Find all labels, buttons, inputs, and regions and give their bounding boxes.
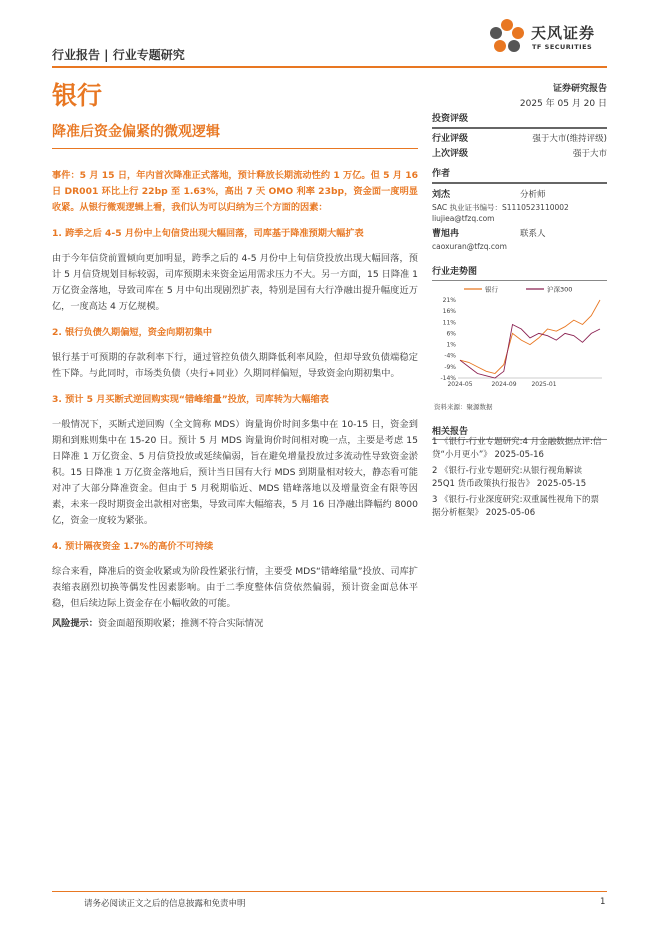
analyst-name: 刘杰 [432, 190, 451, 200]
analyst-name: 曹旭冉 [432, 229, 460, 239]
section-2-title: 2. 银行负债久期偏短，资金向期初集中 [52, 327, 213, 338]
report-title: 降准后资金偏紧的微观逻辑 [52, 124, 220, 140]
trend-label: 行业走势图 [432, 267, 478, 277]
analyst-email[interactable]: caoxuran@tfzq.com [432, 242, 507, 251]
x-tick-label: 2025-01 [531, 381, 557, 388]
y-tick-label: -14% [440, 375, 456, 382]
y-tick-label: -9% [444, 363, 456, 371]
trend-block [432, 264, 607, 281]
sector-title: 银行 [52, 81, 103, 110]
doc-type: 证券研究报告 [552, 84, 607, 94]
footer-disclaimer: 请务必阅读正文之后的信息披露和免责申明 [84, 899, 246, 909]
report-category: 行业报告 | 行业专题研究 [52, 48, 185, 62]
title-rule [52, 148, 418, 149]
analysts-label: 作者 [432, 169, 451, 179]
footer-rule [52, 891, 607, 892]
x-tick-label: 2024-09 [491, 381, 517, 388]
section-3-title: 3. 预计 5 月买断式逆回购实现“错峰缩量”投放，司库转为大幅缩表 [52, 394, 329, 405]
related-item[interactable]: 2 《银行-行业专题研究:从银行视角解读 25Q1 货币政策执行报告》 2025-05-15 [432, 466, 587, 489]
doc-date: 2025 年 05 月 20 日 [519, 99, 607, 109]
section-4-title: 4. 预计隔夜资金 1.7%的高价不可持续 [52, 541, 214, 552]
analyst-role: 分析师 [520, 190, 546, 200]
legend-label: 银行 [485, 285, 498, 294]
logo-sub: TF SECURITIES [532, 43, 593, 51]
analyst-cert: SAC 执业证书编号：S1110523110002 [432, 203, 569, 212]
chart-source: 资料来源：聚源数据 [434, 403, 493, 411]
section-2-text: 银行基于可预期的存款利率下行，通过管控负债久期降低利率风险，但却导致负债端稳定性下降。与此同时，市场类负债（央行+同业）久期同样偏短，导致资金向期初集中。 [52, 352, 418, 379]
y-tick-label: 6% [446, 330, 456, 338]
y-tick-label: 16% [442, 308, 456, 316]
prev-rating-label: 上次评级 [432, 149, 469, 159]
lead-paragraph: 事件：5 月 15 日，年内首次降准正式落地，预计释放长期流动性约 1 万亿。但 5 月 16 日 DR001 环比上行 22bp 至 1.63%，高出 7 天 OMO 利率 23bp，资金面一度明显收紧。从银行微观逻辑上看，我们认为可以归纳为三个方面的因素： [52, 170, 418, 213]
logo-name: 天风证券 [531, 24, 596, 42]
header-rule [52, 66, 607, 68]
analyst-item [432, 228, 607, 252]
page-number: 1 [600, 897, 606, 907]
related-list [432, 436, 607, 523]
y-tick-label: 1% [446, 341, 456, 349]
industry-rating-label: 行业评级 [432, 134, 469, 144]
report-body [52, 168, 418, 632]
analyst-item [432, 189, 607, 224]
industry-rating-value: 强于大市(维持评级) [532, 134, 607, 144]
section-1-title: 1. 跨季之后 4-5 月份中上旬信贷出现大幅回落，司库基于降准预期大幅扩表 [52, 228, 364, 239]
related-item[interactable]: 3 《银行-行业深度研究:双重属性视角下的票据分析框架》 2025-05-06 [432, 495, 600, 518]
risk-text: 资金面超预期收紧；推测不符合实际情况 [97, 618, 264, 629]
y-tick-label: 11% [442, 319, 456, 327]
risk-warning [52, 616, 418, 632]
y-tick-label: -4% [444, 352, 456, 360]
related-item[interactable]: 1 《银行-行业专题研究:4 月金融数据点评:信贷“小月更小”》 2025-05-16 [432, 437, 602, 460]
rating-block [432, 111, 607, 162]
brand-logo [487, 14, 617, 62]
logo-mark-icon [487, 16, 527, 56]
section-3-text: 一般情况下，买断式逆回购（全文简称 MDS）询量询价时间多集中在 10-15 日，资金到期和到账则集中在 15-20 日。预计 5 月 MDS 询量询价时间相对晚一点，主要是考虑 15 日降准 1 万亿资金、5 月信贷投放或延续偏弱，旨在避免增量投放过多流动性导致资金淤积。15 日降准 1 万亿资金落地后，预计当日国有大行 MDS 到期量相对较大，静态看可能对冲了大部分降准资金。但由于 5 月税期临近、MDS 错峰落地以及增量资金有限等因素，未来一段时期资金出款相对密集，导致司库大幅缩表，5 月 16 日净融出降幅约 8000 亿，资金一度较为紧张。 [52, 419, 418, 526]
x-tick-label: 2024-05 [447, 381, 473, 388]
related-label: 相关报告 [432, 427, 469, 437]
analyst-role: 联系人 [520, 229, 546, 239]
section-1-text: 由于今年信贷前置倾向更加明显，跨季之后的 4-5 月份中上旬信贷投放出现大幅回落，预计 5 月信贷规划目标较弱，司库预期未来资金运用需求压力不大。另一方面，15 日降准 1 万亿资金落地，导致司库在 5 月中旬出现剧烈扩表，特别是国有大行净融出提升幅度近万亿，一度高达 4 万亿规模。 [52, 253, 418, 312]
section-4-text: 综合来看，降准后的资金收紧或为阶段性紧张行情，主要受 MDS“错峰缩量”投放、司库扩表缩表剧烈切换等偶发性因素影响。由于二季度整体信贷依然偏弱，预计资金面总体平稳，但后续边际上资金存在小幅收敛的可能。 [52, 566, 418, 609]
series-line-1 [460, 300, 600, 374]
prev-rating-row [432, 147, 607, 162]
risk-label: 风险提示： [52, 618, 98, 629]
analyst-email[interactable]: liujiea@tfzq.com [432, 214, 495, 223]
industry-rating-row [432, 132, 607, 147]
series-line-2 [460, 325, 600, 379]
industry-trend-chart [434, 282, 607, 392]
analysts-block [432, 166, 607, 252]
prev-rating-value: 强于大市 [572, 149, 607, 159]
y-tick-label: 21% [442, 297, 456, 304]
legend-label: 沪深300 [547, 285, 573, 294]
rating-label: 投资评级 [432, 114, 469, 124]
